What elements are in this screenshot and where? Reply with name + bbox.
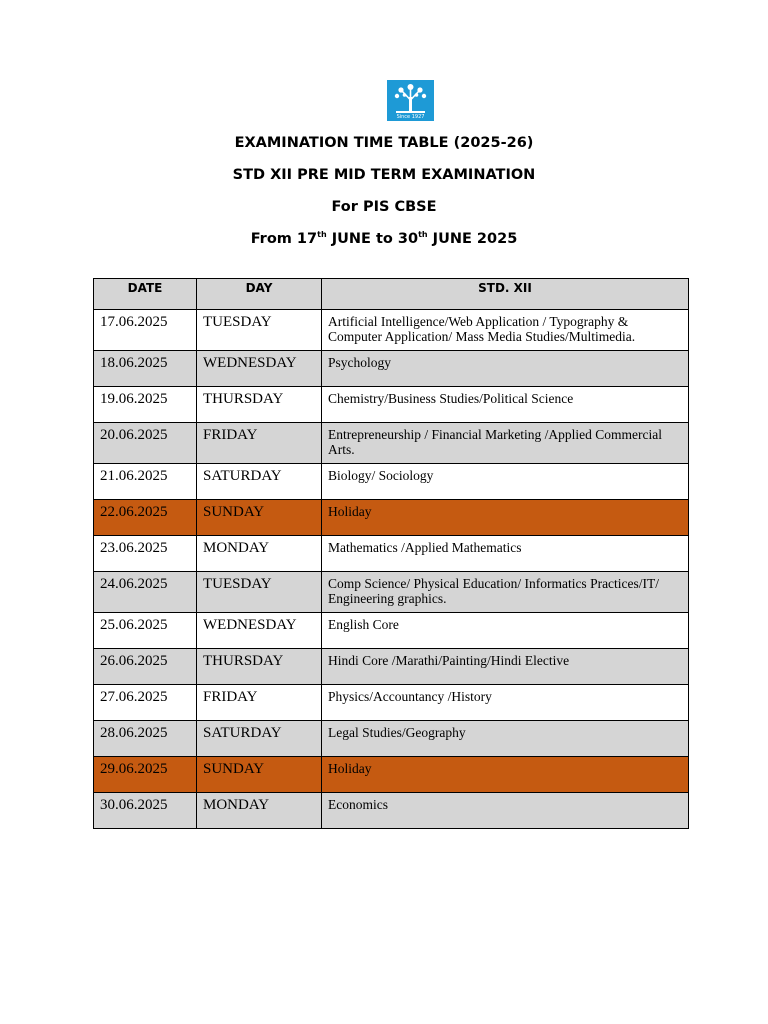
subjects-cell: Holiday [322,500,689,536]
date-range-middle: JUNE to 30 [326,231,419,247]
day-cell: THURSDAY [197,649,322,685]
timetable [93,278,689,829]
exam-row [94,721,689,757]
day-cell: SUNDAY [197,757,322,793]
date-range-ordinal-start: th [317,230,327,239]
subjects-cell: Entrepreneurship / Financial Marketing /Applied Commercial Arts. [322,423,689,464]
date-cell: 26.06.2025 [94,649,197,685]
exam-row [94,793,689,829]
exam-row [94,310,689,351]
day-cell: THURSDAY [197,387,322,423]
date-cell: 24.06.2025 [94,572,197,613]
day-cell: MONDAY [197,536,322,572]
column-header-day: DAY [197,279,322,310]
day-cell: WEDNESDAY [197,613,322,649]
date-cell: 20.06.2025 [94,423,197,464]
exam-row [94,423,689,464]
exam-row [94,572,689,613]
school-logo [387,80,434,121]
holiday-row [94,500,689,536]
date-cell: 17.06.2025 [94,310,197,351]
holiday-row [94,757,689,793]
timetable-header-row [94,279,689,310]
exam-row [94,464,689,500]
date-cell: 25.06.2025 [94,613,197,649]
exam-row [94,387,689,423]
subjects-cell: English Core [322,613,689,649]
day-cell: SATURDAY [197,464,322,500]
day-cell: FRIDAY [197,423,322,464]
subjects-cell: Mathematics /Applied Mathematics [322,536,689,572]
day-cell: TUESDAY [197,310,322,351]
subjects-cell: Comp Science/ Physical Education/ Informatics Practices/IT/ Engineering graphics. [322,572,689,613]
subjects-cell: Economics [322,793,689,829]
exam-row [94,536,689,572]
date-range [0,230,768,248]
subjects-cell: Artificial Intelligence/Web Application / Typography & Computer Application/ Mass Media Studies/Multimedia. [322,310,689,351]
exam-row [94,649,689,685]
day-cell: TUESDAY [197,572,322,613]
date-cell: 22.06.2025 [94,500,197,536]
date-cell: 28.06.2025 [94,721,197,757]
exam-row [94,613,689,649]
board-line: For PIS CBSE [331,199,437,215]
subjects-cell: Hindi Core /Marathi/Painting/Hindi Elective [322,649,689,685]
date-cell: 19.06.2025 [94,387,197,423]
subjects-cell: Psychology [322,351,689,387]
subjects-cell: Physics/Accountancy /History [322,685,689,721]
day-cell: SUNDAY [197,500,322,536]
subjects-cell: Legal Studies/Geography [322,721,689,757]
column-header-std-xii: STD. XII [322,279,689,310]
date-cell: 29.06.2025 [94,757,197,793]
date-cell: 30.06.2025 [94,793,197,829]
date-range-suffix: JUNE 2025 [427,231,518,247]
column-header-date: DATE [94,279,197,310]
exam-subtitle: STD XII PRE MID TERM EXAMINATION [232,167,536,183]
day-cell: MONDAY [197,793,322,829]
date-range-ordinal-end: th [418,230,428,239]
subjects-cell: Holiday [322,757,689,793]
exam-row [94,351,689,387]
subjects-cell: Biology/ Sociology [322,464,689,500]
date-cell: 27.06.2025 [94,685,197,721]
date-cell: 21.06.2025 [94,464,197,500]
date-range-prefix: From 17 [250,231,318,247]
exam-row [94,685,689,721]
day-cell: SATURDAY [197,721,322,757]
logo-caption: Since 1927 [396,114,425,120]
day-cell: FRIDAY [197,685,322,721]
timetable-body [94,310,689,829]
document-title: EXAMINATION TIME TABLE (2025-26) [234,135,534,151]
day-cell: WEDNESDAY [197,351,322,387]
date-cell: 23.06.2025 [94,536,197,572]
date-cell: 18.06.2025 [94,351,197,387]
subjects-cell: Chemistry/Business Studies/Political Science [322,387,689,423]
